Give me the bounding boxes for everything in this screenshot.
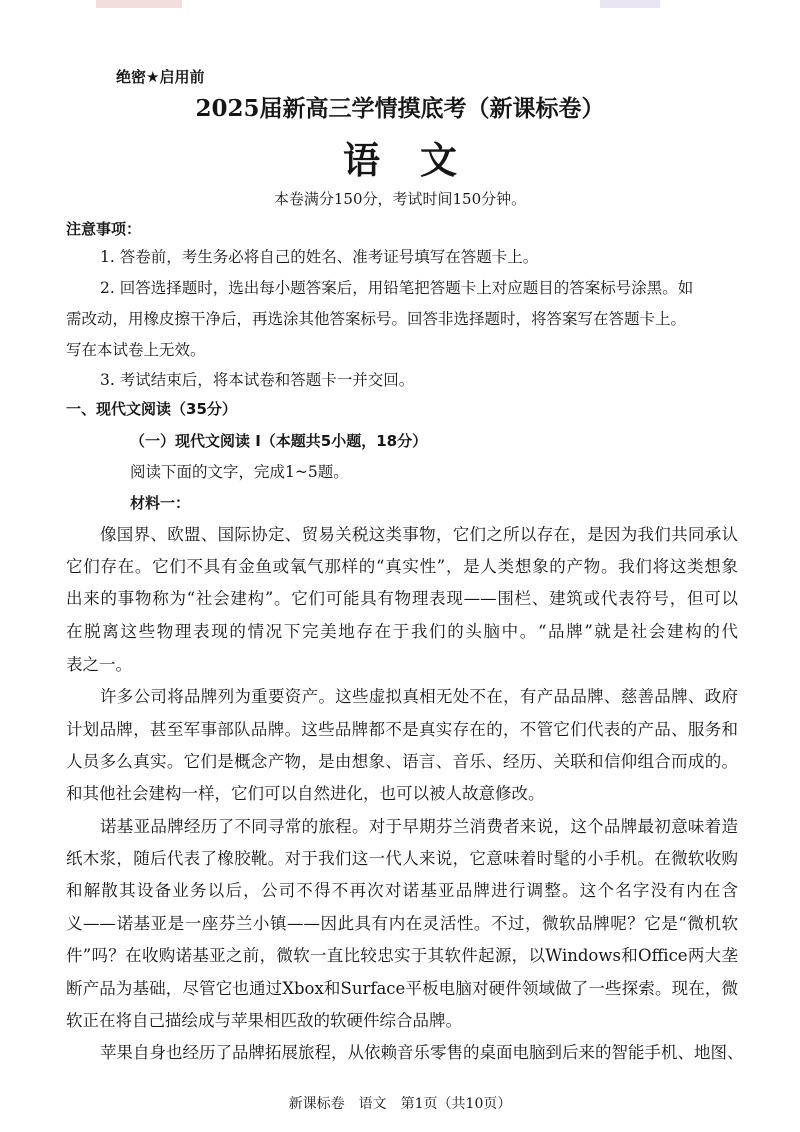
paragraph-line: 计划品牌，甚至军事部队品牌。这些品牌都不是真实存在的，不管它们代表的产品、服务和 [66, 720, 738, 739]
score-info: 本卷满分150分，考试时间150分钟。 [273, 190, 527, 208]
paragraph-line: 像国界、欧盟、国际协定、贸易关税这类事物，它们之所以存在，是因为我们共同承认 [100, 525, 738, 544]
paragraph-line: 表之一。 [66, 655, 132, 674]
paragraph-line: 义——诺基亚是一座芬兰小镇——因此具有内在灵活性。不过，微软品牌呢？它是“微机软 [66, 914, 738, 933]
paragraph-line: 出来的事物称为“社会建构”。它们可能具有物理表现——围栏、建筑或代表符号，但可以 [66, 589, 738, 608]
scan-edge-mark [96, 0, 182, 8]
notice-item-3: 3. 考试结束后，将本试卷和答题卡一并交回。 [100, 371, 415, 389]
subject-title: 语文 [343, 138, 497, 182]
secret-mark: 绝密★启用前 [116, 68, 205, 86]
paragraph-line: 断产品为基础，尽管它也通过Xbox和Surface平板电脑对硬件领域做了一些探索。现在，微 [66, 979, 738, 998]
footer-page-info: 第1页（共10页） [400, 1096, 512, 1112]
paragraph-line: 件”吗？在收购诺基亚之前，微软一直比较忠实于其软件起源，以Windows和Office两大垄 [66, 946, 738, 965]
paragraph-line: 苹果自身也经历了品牌拓展旅程，从依赖音乐零售的桌面电脑到后来的智能手机、地图、 [100, 1043, 744, 1062]
subsection-heading: （一）现代文阅读 I（本题共5小题，18分） [130, 432, 428, 450]
paragraph-line: 在脱离这些物理表现的情况下完美地存在于我们的头脑中。“品牌”就是社会建构的代 [66, 622, 738, 641]
paragraph-line: 诺基亚品牌经历了不同寻常的旅程。对于早期芬兰消费者来说，这个品牌最初意味着造 [100, 817, 738, 836]
scan-edge-mark [600, 0, 660, 8]
page-footer [0, 1093, 800, 1115]
notice-item-2-cont: 需改动，用橡皮擦干净后，再选涂其他答案标号。回答非选择题时，将答案写在答题卡上。 [66, 310, 687, 328]
paragraph-line: 和解散其设备业务以后，公司不得不再次对诺基亚品牌进行调整。这个名字没有内在含 [66, 881, 738, 900]
notice-item-2-cont: 写在本试卷上无效。 [66, 341, 206, 359]
reading-instruction: 阅读下面的文字，完成1~5题。 [130, 463, 349, 481]
paragraph-line: 纸木浆，随后代表了橡胶靴。对于我们这一代人来说，它意味着时髦的小手机。在微软收购 [66, 849, 738, 868]
notice-item-2: 2. 回答选择题时，选出每小题答案后，用铅笔把答题卡上对应题目的答案标号涂黑。如 [100, 279, 694, 297]
notice-item-1: 1. 答卷前，考生务必将自己的姓名、准考证号填写在答题卡上。 [100, 248, 539, 266]
paragraph-line: 和其他社会建构一样，它们可以自然进化，也可以被人故意修改。 [66, 784, 545, 803]
exam-title: 2025届新高三学情摸底考（新课标卷） [195, 95, 605, 122]
paragraph-line: 软正在将自己描绘成与苹果相匹敌的软硬件综合品牌。 [66, 1011, 462, 1030]
paragraph-line: 人员多么真实。它们是概念产物，是由想象、语言、音乐、经历、关联和信仰组合而成的。 [66, 752, 738, 771]
notice-heading: 注意事项： [66, 220, 142, 238]
footer-subject: 语文 [358, 1096, 387, 1112]
section-heading: 一、现代文阅读（35分） [66, 400, 237, 418]
paragraph-line: 它们存在。它们不具有金鱼或氧气那样的“真实性”，是人类想象的产物。我们将这类想象 [66, 557, 738, 576]
footer-paper-type: 新课标卷 [288, 1096, 345, 1112]
paragraph-line: 许多公司将品牌列为重要资产。这些虚拟真相无处不在，有产品品牌、慈善品牌、政府 [100, 687, 738, 706]
material-label: 材料一： [130, 494, 191, 512]
